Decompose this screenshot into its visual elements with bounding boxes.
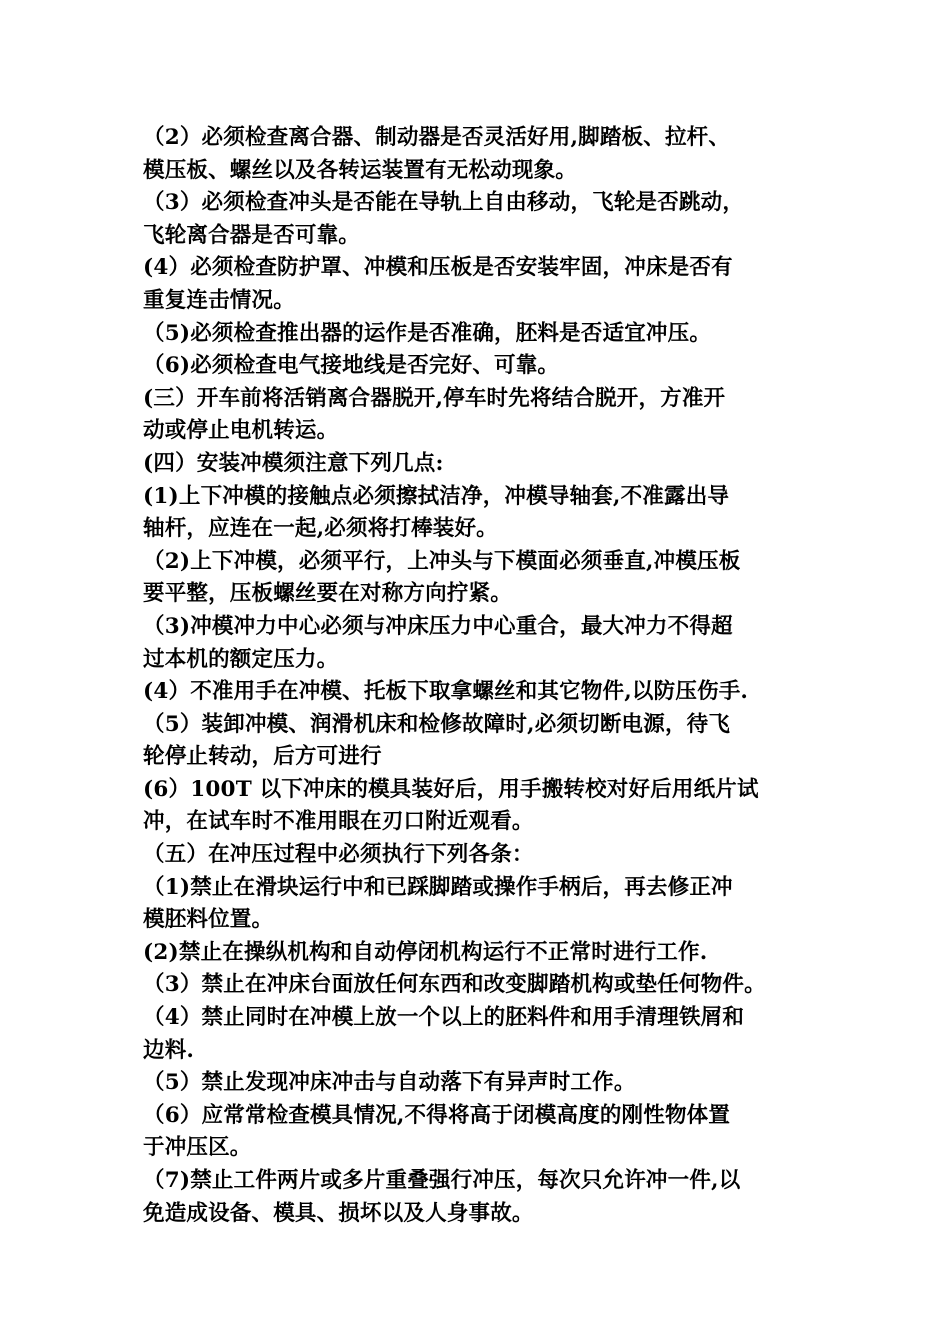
text-line: （2)上下冲模，必须平行，上冲头与下模面必须垂直,冲模压板	[143, 548, 741, 574]
text-line: （3)冲模冲力中心必须与冲床压力中心重合，最大冲力不得超	[143, 613, 733, 639]
text-line: 免造成设备、模具、损坏以及人身事故。	[143, 1200, 534, 1226]
text-line: （7)禁止工件两片或多片重叠强行冲压，每次只允许冲一件,以	[143, 1168, 741, 1193]
text-line: （6)必须检查电气接地线是否完好、可靠。	[143, 353, 560, 379]
text-line: （4）禁止同时在冲模上放一个以上的胚料件和用手清理铁屑和	[143, 1005, 745, 1031]
text-line: 轮停止转动，后方可进行	[143, 744, 382, 770]
text-line: （1)禁止在滑块运行中和已踩脚踏或操作手柄后，再去修正冲	[143, 874, 733, 900]
text-line: 轴杆，应连在一起,必须将打棒装好。	[143, 516, 498, 542]
text-line: (三）开车前将活销离合器脱开,停车时先将结合脱开，方准开	[143, 385, 726, 411]
text-line: 重复连击情况。	[143, 287, 295, 313]
text-line: （5)必须检查推出器的运作是否准确，胚料是否适宜冲压。	[143, 320, 712, 346]
document-body	[143, 122, 823, 1230]
text-line: （2）必须检查离合器、制动器是否灵活好用,脚踏板、拉杆、	[143, 125, 731, 150]
text-line: 模胚料位置。	[143, 907, 274, 933]
text-line: 动或停止电机转运。	[143, 418, 339, 444]
text-line: 过本机的额定压力。	[143, 646, 339, 672]
text-line: 飞轮离合器是否可靠。	[143, 222, 361, 248]
text-line: (四）安装冲模须注意下列几点:	[143, 450, 444, 476]
text-line: （3）必须检查冲头是否能在导轨上自由移动，飞轮是否跳动，	[143, 190, 745, 216]
text-line: (4）不准用手在冲模、托板下取拿螺丝和其它物件,以防压伤手.	[143, 679, 749, 705]
text-line: (6）100T 以下冲床的模具装好后，用手搬转校对好后用纸片试	[143, 776, 759, 802]
text-line: 要平整，压板螺丝要在对称方向拧紧。	[143, 581, 512, 607]
text-line: 模压板、螺丝以及各转运装置有无松动现象。	[143, 157, 578, 183]
text-line: (4）必须检查防护罩、冲模和压板是否安装牢固，冲床是否有	[143, 255, 733, 281]
text-line: 冲，在试车时不准用眼在刃口附近观看。	[143, 809, 534, 835]
text-line: （3）禁止在冲床台面放任何东西和改变脚踏机构或垫任何物件。	[143, 972, 766, 998]
text-line: 边料.	[143, 1037, 195, 1063]
text-line: (2)禁止在操纵机构和自动停闭机构运行不正常时进行工作.	[143, 939, 708, 965]
text-line: 于冲压区。	[143, 1135, 252, 1161]
text-line: （5）禁止发现冲床冲击与自动落下有异声时工作。	[143, 1070, 636, 1096]
text-line: （6）应常常检查模具情况,不得将高于闭模高度的刚性物体置	[143, 1102, 731, 1128]
text-line: （五）在冲压过程中必须执行下列各条：	[143, 842, 534, 868]
text-line: (1)上下冲模的接触点必须擦拭洁净，冲模导轴套,不准露出导	[143, 483, 730, 509]
text-line: （5）装卸冲模、润滑机床和检修故障时,必须切断电源，待飞	[143, 711, 731, 737]
